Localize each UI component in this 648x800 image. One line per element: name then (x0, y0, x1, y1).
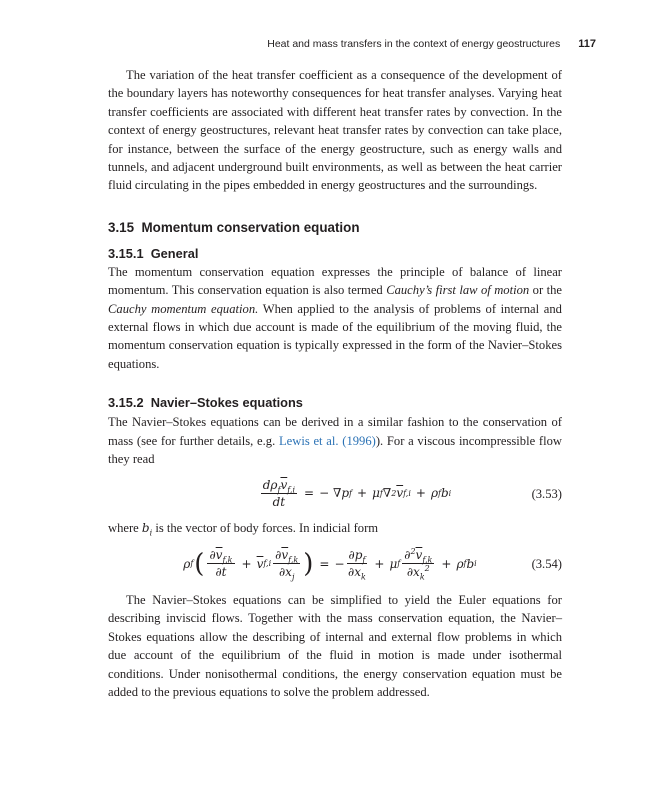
equation-number: (3.53) (531, 486, 562, 501)
equation-3-54: ρ f ( $\frac{\partial\overline{v}_{f,k}}{\partial t}$ + $\overline{v}$ f,i $\frac{\partial\overline{v}_{f,k}}{\partial x_j}$ ) = − $\frac{\partial p_f}{\partial x_k}$ + μ f $\frac{\partial^2\overline{v}_{f,k}}{\partial x_k^2}$ + ρ f b i (3.54) (183, 547, 562, 582)
subsection-number: 3.15.1 (108, 245, 144, 261)
text-run: ). For a viscous incompressible flow they read (108, 433, 562, 467)
text-run: When applied to the analysis of problems of internal and external flows in which due account is made of the equilibrium of the moving fluid, the momentum conservation equation is typically expressed in the form of the Navier–Stokes equations. (108, 301, 562, 371)
body-forces-sentence: where $b_i$ is the vector of body forces. In indicial form (108, 520, 379, 537)
page-body (108, 66, 562, 701)
section-heading (108, 219, 562, 237)
equation-3-53: $\frac{d\rho_f\overline{v}_{f,i}}{dt}$ = − ∇p f + μ f ∇ 2 $\overline{v}$ f,i + ρ f b i (3.53) (262, 478, 562, 509)
text-run: or the (529, 283, 562, 298)
intro-paragraph: The variation of the heat transfer coefficient as a consequence of the development of the boundary layers has noteworthy consequences for heat transfer analyses. Varying heat transfer coefficients are associated with different heat transfer rates by convection. In the context of energy geostructures, relevant heat transfer rates by convection can take place, for instance, between the surface of the energy geostructure, such as energy walls and tunnels, and adjacent underground built environments, as well as between the heat carrier fluid circulating in the pipes embedded in energy geostructures and the surroundings. (108, 68, 562, 193)
text-run: is the vector of body forces. In indicial form (152, 520, 379, 535)
text-run: The momentum conservation equation expresses the principle of balance of linear momentum. This conservation equation is also termed (108, 264, 562, 298)
text-run: where (108, 520, 142, 535)
section-title: Momentum conservation equation (141, 219, 360, 235)
subsection-heading-navier-stokes (108, 394, 562, 412)
italic-term: Cauchy’s first law of motion (386, 283, 530, 298)
section-number: 3.15 (108, 219, 135, 235)
material-derivative-fraction: $\frac{d\rho_f\overline{v}_{f,i}}{dt}$ (262, 478, 296, 509)
subsection-number: 3.15.2 (108, 395, 144, 411)
running-header (108, 38, 596, 50)
running-title: Heat and mass transfers in the context of energy geostructures (267, 38, 561, 50)
equation-number: (3.54) (531, 556, 562, 571)
closing-paragraph: The Navier–Stokes equations can be simplified to yield the Euler equations for describing inviscid flows. Together with the mass conservation equation, the Navier–Stokes equations allow the describing of internal and external flow problems in which due account of the equilibrium of the fluid in motion is made under isothermal conditions. Under nonisothermal conditions, the energy conservation equation must be added to the previous equations to solve the problem addressed. (108, 592, 562, 699)
text-run: The Navier–Stokes equations can be derived in a similar fashion to the conservation of mass (see for further details, e.g. (108, 415, 562, 448)
page-number: 117 (578, 38, 596, 50)
subsection-heading-general (108, 245, 562, 263)
navier-stokes-intro-paragraph (108, 413, 562, 468)
subsection-title: General (150, 245, 199, 261)
general-paragraph (108, 263, 562, 373)
citation-link[interactable]: Lewis et al. (1996) (278, 433, 376, 448)
italic-term: Cauchy momentum equation. (108, 301, 259, 316)
subsection-title: Navier–Stokes equations (150, 395, 303, 411)
